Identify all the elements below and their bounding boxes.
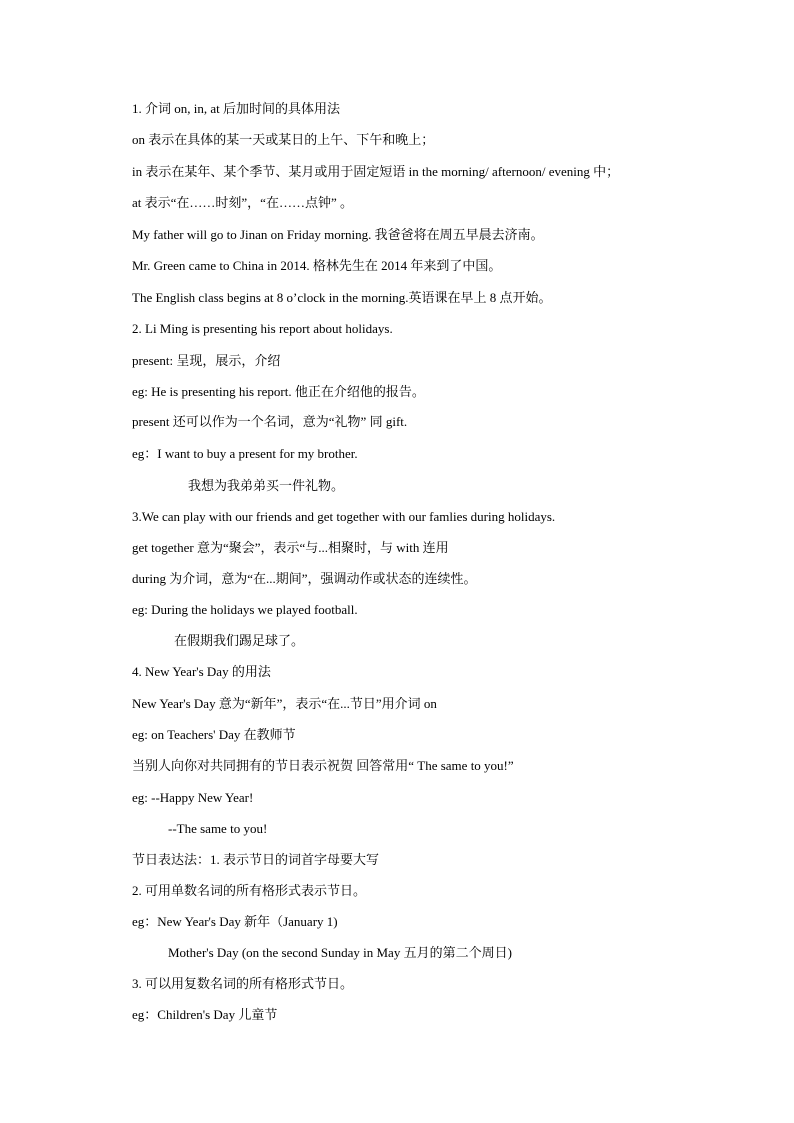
text-line: present: 呈现，展示，介绍 <box>132 353 281 368</box>
example-line: Mr. Green came to China in 2014. 格林先生在 2014 年来到了中国。 <box>132 258 502 273</box>
example-line: eg: --Happy New Year! <box>132 790 254 805</box>
text-line: 节日表达法：1. 表示节日的词首字母要大写 <box>132 852 380 867</box>
text-line: during 为介词，意为“在...期间”，强调动作或状态的连续性。 <box>132 571 477 586</box>
text-line: 当别人向你对共同拥有的节日表示祝贺 回答常用“ The same to you!” <box>132 758 514 773</box>
example-line: eg: During the holidays we played football. <box>132 602 358 617</box>
text-line: 2. 可用单数名词的所有格形式表示节日。 <box>132 883 367 898</box>
text-line: get together 意为“聚会”，表示“与...相聚时，与 with 连用 <box>132 540 449 555</box>
text-line: 3. 可以用复数名词的所有格形式节日。 <box>132 976 354 991</box>
example-line: eg: on Teachers' Day 在教师节 <box>132 727 296 742</box>
text-line: at 表示“在……时刻”，“在……点钟” 。 <box>132 195 353 210</box>
translation-line: 我想为我弟弟买一件礼物。 <box>188 478 345 493</box>
example-line: My father will go to Jinan on Friday morning. 我爸爸将在周五早晨去济南。 <box>132 227 544 242</box>
text-line: New Year's Day 意为“新年”，表示“在...节日”用介词 on <box>132 696 437 711</box>
text-line: present 还可以作为一个名词，意为“礼物” 同 gift. <box>132 414 408 429</box>
section-1-heading: 1. 介词 on, in, at 后加时间的具体用法 <box>132 101 340 116</box>
section-3-heading: 3.We can play with our friends and get together with our famlies during holidays. <box>132 509 556 524</box>
example-line: eg：Children's Day 儿童节 <box>132 1007 278 1022</box>
text-line: on 表示在具体的某一天或某日的上午、下午和晚上； <box>132 132 435 147</box>
text-line: in 表示在某年、某个季节、某月或用于固定短语 in the morning/ afternoon/ evening 中； <box>132 164 620 179</box>
section-2-heading: 2. Li Ming is presenting his report about holidays. <box>132 321 393 336</box>
example-line: Mother's Day (on the second Sunday in May 五月的第二个周日) <box>168 945 512 960</box>
example-line: eg: He is presenting his report. 他正在介绍他的报告。 <box>132 384 425 399</box>
example-reply-line: --The same to you! <box>168 821 268 836</box>
section-4-heading: 4. New Year's Day 的用法 <box>132 664 271 679</box>
example-line: The English class begins at 8 o’clock in the morning.英语课在早上 8 点开始。 <box>132 290 552 305</box>
example-line: eg：New Year's Day 新年（January 1) <box>132 914 338 929</box>
translation-line: 在假期我们踢足球了。 <box>174 633 305 648</box>
example-line: eg：I want to buy a present for my brother. <box>132 446 358 461</box>
